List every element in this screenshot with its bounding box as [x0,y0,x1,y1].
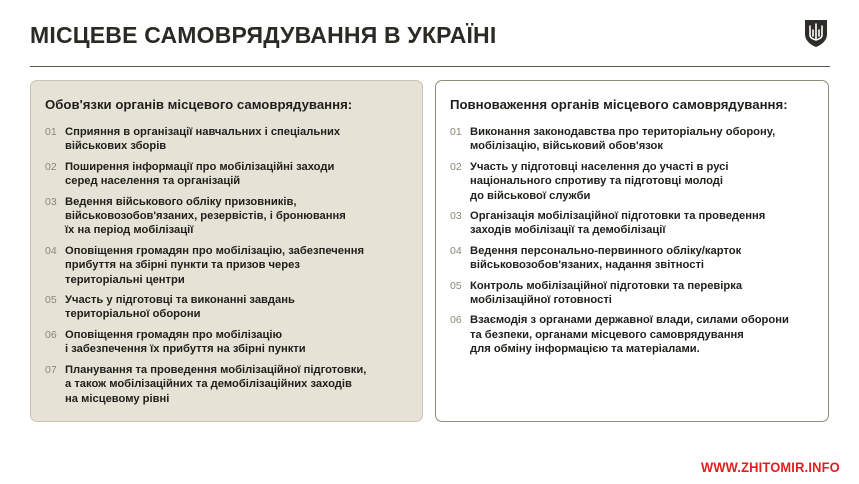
header-divider [30,66,830,67]
trident-shield-icon [803,18,829,48]
item-text: Виконання законодавства про територіальну оборону, мобілізацію, військовий обов'язок [470,126,776,153]
item-text: Участь у підготовці та виконанні завдань територіальної оборони [65,294,295,321]
list-item [45,160,408,189]
list-item [45,363,408,406]
list-item [45,244,408,287]
item-text: Контроль мобілізаційної підготовки та перевірка мобілізаційної готовності [470,279,743,307]
item-text: Організація мобілізаційної підготовки та проведення заходів мобілізації та демобілізації [470,210,766,237]
list-item [450,125,814,154]
item-text: Взаємодія з органами державної влади, силами оборони та безпеки, органами місцевого самоврядування для обміну інформацією та матеріалами. [470,314,789,356]
item-number: 05 [450,279,462,292]
item-text: Оповіщення громадян про мобілізацію і забезпечення їх прибуття на збірні пункти [65,328,306,356]
item-number: 03 [45,195,57,208]
item-text: Сприяння в організації навчальних і спеціальних військових зборів [65,126,341,153]
powers-list [450,125,814,357]
list-item [45,195,408,238]
item-number: 04 [45,244,57,257]
item-number: 02 [450,160,462,173]
item-number: 04 [450,244,462,257]
duties-heading: Обов'язки органів місцевого самоврядування: [45,97,353,112]
list-item [45,125,408,154]
list-item [45,293,408,322]
duties-panel [30,80,423,422]
list-item [450,279,814,308]
powers-panel [435,80,829,422]
item-text: Оповіщення громадян про мобілізацію, забезпечення прибуття на збірні пункти та призов через територіальні центри [65,244,365,286]
page-title: МІСЦЕВЕ САМОВРЯДУВАННЯ В УКРАЇНІ [30,22,497,48]
list-item [45,328,408,357]
powers-heading: Повноваження органів місцевого самоврядування: [450,97,788,112]
item-number: 07 [45,363,57,376]
site-watermark: WWW.ZHITOMIR.INFO [701,459,840,475]
duties-list [45,125,408,406]
list-item [450,244,814,273]
item-number: 06 [45,328,57,341]
item-text: Планування та проведення мобілізаційної підготовки, а також мобілізаційних та демобілізаційних заходів на місцевому рівні [65,363,367,405]
item-text: Участь у підготовці населення до участі в русі національного спротиву та підготовці молоді до військової служби [470,160,729,202]
item-text: Ведення персонально-первинного обліку/карток військовозобов'язаних, надання звітності [470,244,742,272]
item-number: 03 [450,210,462,223]
item-text: Ведення військового обліку призовників, військовозобов'язаних, резервістів, і бронювання їх на період мобілізації [65,195,346,237]
list-item [450,209,814,238]
item-text: Поширення інформації про мобілізаційні заходи серед населення та організацій [65,160,335,188]
item-number: 05 [45,294,57,307]
item-number: 01 [450,126,462,138]
list-item [450,160,814,203]
item-number: 02 [45,160,57,173]
item-number: 06 [450,314,462,327]
list-item [450,313,814,356]
item-number: 01 [45,126,57,138]
